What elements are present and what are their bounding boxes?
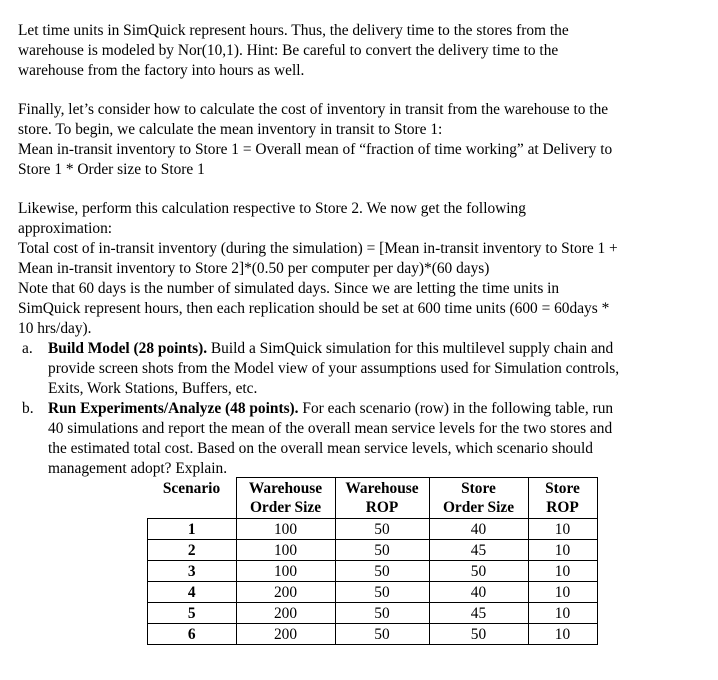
- table-row: [148, 540, 598, 561]
- text-line: Total cost of in-transit inventory (during the simulation) = [Mean in-transit inventory to Store 1 +: [18, 240, 618, 257]
- scenario-number-cell: 5: [148, 603, 237, 624]
- text-line: the estimated total cost. Based on the overall mean service levels, which scenario should: [48, 440, 593, 457]
- list-item-run-experiments: [18, 399, 708, 479]
- table-cell: 100: [236, 561, 335, 582]
- table-cell: 45: [429, 540, 528, 561]
- text-line: Mean in-transit inventory to Store 1 = Overall mean of “fraction of time working” at Delivery to: [18, 141, 613, 158]
- scenario-number-cell: 3: [148, 561, 237, 582]
- text-line: For each scenario (row) in the following table, run: [298, 400, 614, 417]
- header-line: ROP: [365, 499, 399, 516]
- text-line: SimQuick represent hours, then each replication should be set at 600 time units (600 = 60days *: [18, 300, 610, 317]
- table-body: [148, 519, 598, 645]
- table-cell: 100: [236, 519, 335, 540]
- header-line: Warehouse: [248, 480, 323, 497]
- table-cell: 50: [429, 624, 528, 645]
- table-cell: 10: [528, 519, 597, 540]
- header-line: Store: [461, 480, 496, 497]
- table-cell: 50: [429, 561, 528, 582]
- table-cell: 10: [528, 540, 597, 561]
- task-title: Run Experiments/Analyze (48 points).: [48, 400, 299, 417]
- table-row: [148, 624, 598, 645]
- table-row: [148, 519, 598, 540]
- task-list: [18, 339, 708, 479]
- table-cell: 50: [335, 561, 429, 582]
- scenario-number-cell: 4: [148, 582, 237, 603]
- table-cell: 45: [429, 603, 528, 624]
- header-line: Scenario: [162, 479, 221, 497]
- text-line: Likewise, perform this calculation respective to Store 2. We now get the following: [18, 200, 526, 217]
- text-line: store. To begin, we calculate the mean inventory in transit to Store 1:: [18, 121, 443, 138]
- paragraph-in-transit-cost: [18, 100, 708, 180]
- table-row: [148, 603, 598, 624]
- table-header-row: [148, 478, 598, 519]
- task-title: Build Model (28 points).: [48, 340, 208, 357]
- header-line: Order Size: [442, 499, 515, 516]
- header-line: Order Size: [249, 499, 322, 516]
- scenario-number-cell: 6: [148, 624, 237, 645]
- list-marker: b.: [22, 400, 34, 417]
- table-row: [148, 561, 598, 582]
- text-line: 10 hrs/day).: [18, 320, 92, 337]
- text-line: Mean in-transit inventory to Store 2]*(0.50 per computer per day)*(60 days): [18, 260, 490, 277]
- paragraph-time-units: [18, 21, 708, 81]
- table-cell: 50: [335, 603, 429, 624]
- text-line: Note that 60 days is the number of simulated days. Since we are letting the time units in: [18, 280, 560, 297]
- scenario-number-cell: 2: [148, 540, 237, 561]
- table-cell: 50: [335, 519, 429, 540]
- table-cell: 10: [528, 603, 597, 624]
- table-cell: 100: [236, 540, 335, 561]
- text-line: Store 1 * Order size to Store 1: [18, 161, 205, 178]
- table-cell: 200: [236, 624, 335, 645]
- table-cell: 10: [528, 561, 597, 582]
- table-cell: 40: [429, 519, 528, 540]
- text-line: 40 simulations and report the mean of the overall mean service levels for the two stores and: [48, 420, 613, 437]
- table-cell: 40: [429, 582, 528, 603]
- table-cell: 50: [335, 582, 429, 603]
- text-line: provide screen shots from the Model view of your assumptions used for Simulation controls,: [48, 360, 620, 377]
- document-page: [18, 21, 708, 645]
- text-line: Let time units in SimQuick represent hours. Thus, the delivery time to the stores from the: [18, 22, 569, 39]
- table-cell: 200: [236, 603, 335, 624]
- table-cell: 200: [236, 582, 335, 603]
- table-cell: 50: [335, 540, 429, 561]
- header-scenario: [148, 478, 237, 519]
- header-line: Store: [545, 480, 580, 497]
- scenario-table: [147, 477, 598, 645]
- list-marker: a.: [22, 340, 33, 357]
- text-line: Finally, let’s consider how to calculate the cost of inventory in transit from the warehouse to the: [18, 101, 609, 118]
- header-warehouse-order-size: [236, 478, 335, 519]
- paragraph-approximation: [18, 199, 708, 339]
- table-cell: 10: [528, 582, 597, 603]
- text-line: warehouse is modeled by Nor(10,1). Hint: Be careful to convert the delivery time to the: [18, 42, 559, 59]
- list-item-build-model: [18, 339, 708, 399]
- table-cell: 50: [335, 624, 429, 645]
- text-line: approximation:: [18, 220, 113, 237]
- scenario-number-cell: 1: [148, 519, 237, 540]
- header-store-rop: [528, 478, 597, 519]
- header-line: Warehouse: [345, 480, 419, 497]
- text-line: Exits, Work Stations, Buffers, etc.: [48, 380, 258, 397]
- text-line: management adopt? Explain.: [48, 460, 228, 477]
- header-line: ROP: [546, 499, 579, 516]
- header-store-order-size: [429, 478, 528, 519]
- header-warehouse-rop: [335, 478, 429, 519]
- table-cell: 10: [528, 624, 597, 645]
- table-row: [148, 582, 598, 603]
- text-line: Build a SimQuick simulation for this multilevel supply chain and: [207, 340, 614, 357]
- text-line: warehouse from the factory into hours as well.: [18, 62, 305, 79]
